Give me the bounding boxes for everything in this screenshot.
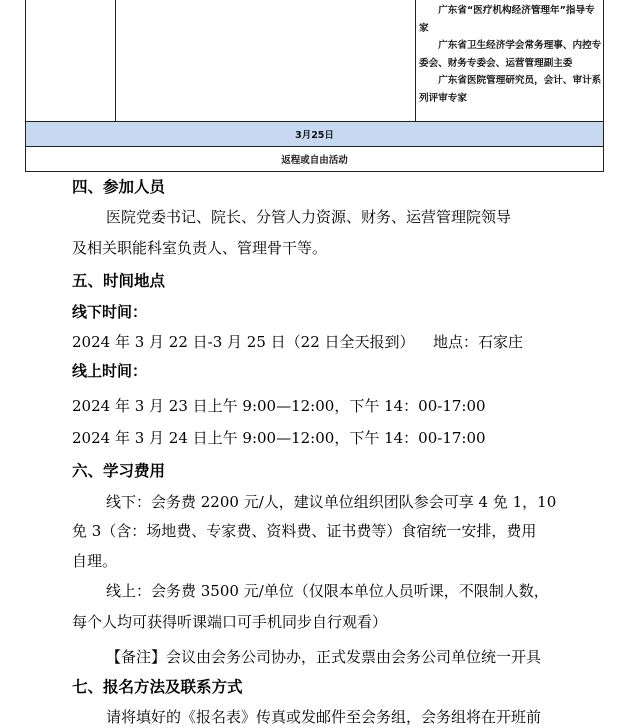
activity-row: 返程或自由活动 bbox=[26, 147, 603, 171]
section-6-title: 六、学习费用 bbox=[72, 462, 166, 480]
registration-line-1: 请将填好的《报名表》传真或发邮件至会务组，会务组将在开班前 bbox=[106, 708, 542, 726]
section-5-title: 五、时间地点 bbox=[72, 272, 166, 290]
remark-line: 【备注】会议由会务公司协办，正式发票由会务公司单位统一开具 bbox=[106, 648, 542, 666]
section-4-title: 四、参加人员 bbox=[72, 178, 166, 196]
online-time-line-1: 2024 年 3 月 23 日上午 9:00—12:00，下午 14：00-17:00 bbox=[72, 397, 486, 415]
participants-line-2: 及相关职能科室负责人、管理骨干等。 bbox=[72, 239, 328, 257]
section-7-title: 七、报名方法及联系方式 bbox=[72, 678, 243, 696]
offline-time-label: 线下时间： bbox=[72, 303, 148, 321]
participants-line-1: 医院党委书记、院长、分管人力资源、财务、运营管理院领导 bbox=[106, 208, 512, 226]
online-time-line-2: 2024 年 3 月 24 日上午 9:00—12:00，下午 14：00-17:00 bbox=[72, 429, 486, 447]
online-time-label: 线上时间： bbox=[72, 362, 148, 380]
expert-credential-line: 广东省卫生经济学会常务理事、内控专委会、财务专委会、运营管理副主委 bbox=[419, 40, 602, 69]
fee-line-2: 免 3（含：场地费、专家费、资料费、证书费等）食宿统一安排，费用 bbox=[72, 522, 537, 540]
expert-credential-line: 广东省医院管理研究员，会计、审计系列评审专家 bbox=[419, 75, 602, 104]
fee-line-3: 自理。 bbox=[72, 552, 118, 570]
expert-credentials-cell bbox=[419, 2, 602, 107]
date-row: 3月25日 bbox=[26, 122, 603, 146]
offline-time-text: 2024 年 3 月 22 日-3 月 25 日（22 日全天报到） bbox=[72, 333, 415, 351]
expert-credential-line: 广东省“医疗机构经济管理年”指导专家 bbox=[419, 5, 595, 34]
offline-place: 地点：石家庄 bbox=[433, 333, 524, 351]
fee-line-5: 每个人均可获得听课端口可手机同步自行观看） bbox=[72, 613, 388, 631]
offline-time bbox=[72, 332, 415, 352]
fee-line-1: 线下：会务费 2200 元/人，建议单位组织团队参会可享 4 免 1，10 bbox=[106, 493, 557, 511]
fee-line-4: 线上：会务费 3500 元/单位（仅限本单位人员听课，不限制人数， bbox=[106, 582, 549, 600]
